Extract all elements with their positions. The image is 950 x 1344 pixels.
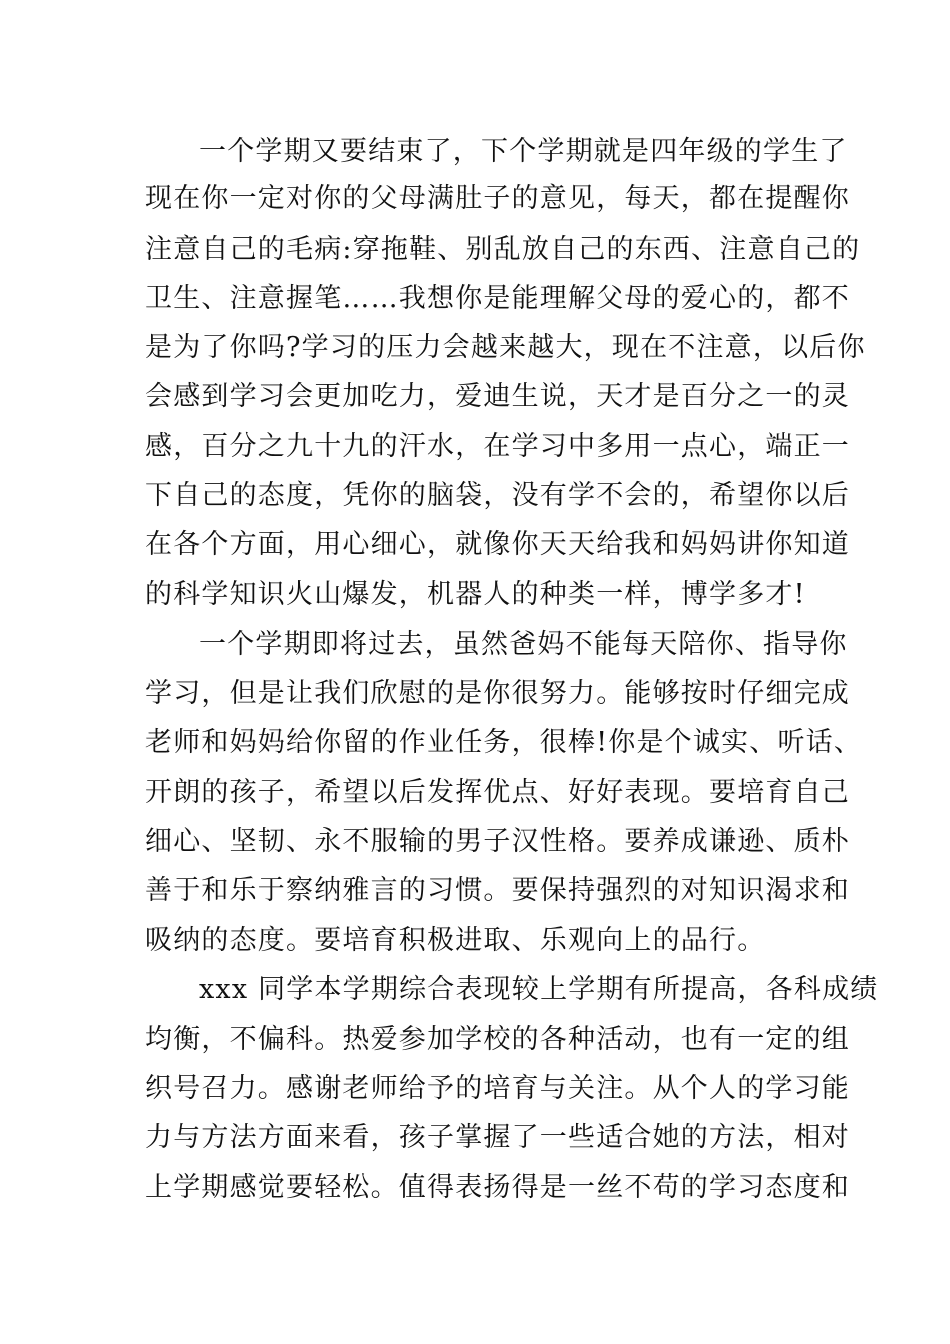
paragraph-1-line-9: 在各个方面，用心细心，就像你天天给我和妈妈讲你知道 [145, 529, 850, 560]
paragraph-1-line-8: 下自己的态度，凭你的脑袋，没有学不会的，希望你以后 [145, 480, 850, 511]
paragraph-1-line-4: 卫生、注意握笔……我想你是能理解父母的爱心的，都不 [145, 283, 850, 314]
paragraph-1-line-2: 现在你一定对你的父母满肚子的意见，每天，都在提醒你 [145, 183, 850, 214]
paragraph-2-line-3: 老师和妈妈给你留的作业任务，很棒!你是个诚实、听话、 [145, 727, 863, 758]
paragraph-2-line-2: 学习，但是让我们欣慰的是你很努力。能够按时仔细完成 [145, 678, 850, 709]
paragraph-2-line-5: 细心、坚韧、永不服输的男子汉性格。要养成谦逊、质朴 [145, 826, 850, 857]
paragraph-2-line-1: 一个学期即将过去，虽然爸妈不能每天陪你、指导你 [199, 629, 848, 660]
paragraph-1-line-5: 是为了你吗?学习的压力会越来越大，现在不注意，以后你 [145, 332, 866, 363]
paragraph-1-line-10: 的科学知识火山爆发，机器人的种类一样，博学多才! [145, 579, 806, 610]
paragraph-2-line-4: 开朗的孩子，希望以后发挥优点、好好表现。要培育自己 [145, 777, 850, 808]
paragraph-3-line-4: 力与方法方面来看，孩子掌握了一些适合她的方法，相对 [145, 1122, 850, 1153]
paragraph-3-line-2: 均衡，不偏科。热爱参加学校的各种活动，也有一定的组 [145, 1024, 850, 1055]
paragraph-3-line-3: 织号召力。感谢老师给予的培育与关注。从个人的学习能 [145, 1073, 850, 1104]
paragraph-1-line-7: 感，百分之九十九的汗水，在学习中多用一点心，端正一 [145, 431, 850, 462]
paragraph-3-line-1: xxx 同学本学期综合表现较上学期有所提高，各科成绩 [199, 974, 879, 1005]
paragraph-2-line-7: 吸纳的态度。要培育积极进取、乐观向上的品行。 [145, 925, 766, 956]
paragraph-2-line-6: 善于和乐于察纳雅言的习惯。要保持强烈的对知识渴求和 [145, 875, 850, 906]
paragraph-3-line-5: 上学期感觉要轻松。值得表扬得是一丝不苟的学习态度和 [145, 1172, 850, 1203]
paragraph-1-line-3: 注意自己的毛病:穿拖鞋、别乱放自己的东西、注意自己的 [145, 234, 861, 265]
paragraph-1-line-1: 一个学期又要结束了，下个学期就是四年级的学生了 [199, 136, 848, 167]
paragraph-1-line-6: 会感到学习会更加吃力，爱迪生说，天才是百分之一的灵 [145, 381, 850, 412]
